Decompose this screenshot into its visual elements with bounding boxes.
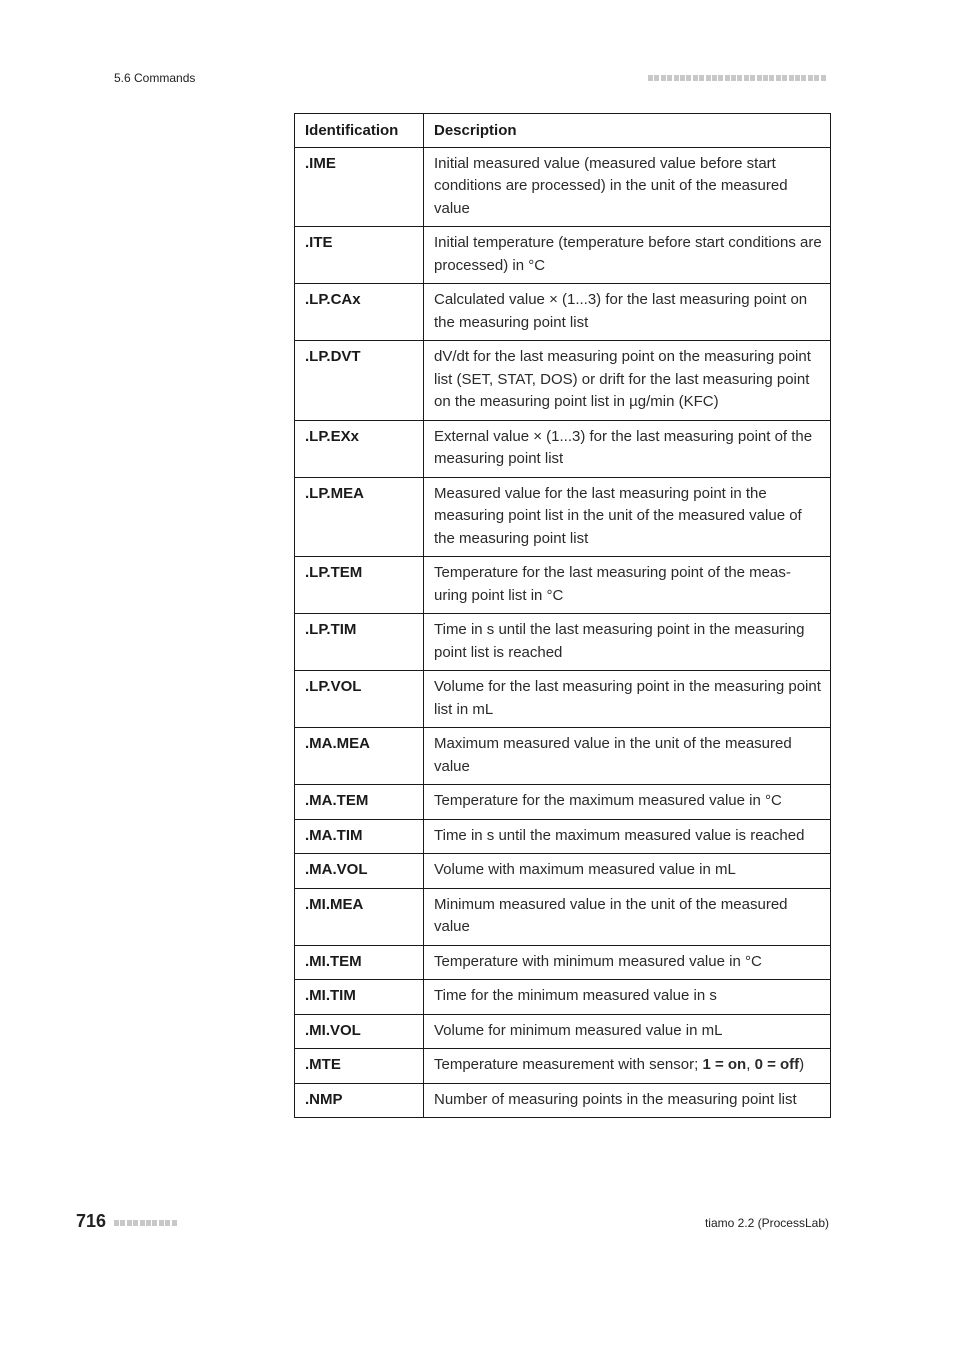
command-description: Temperature with minimum measured value in °C <box>424 945 831 980</box>
command-description <box>424 1049 831 1084</box>
decoration-dot <box>718 75 723 81</box>
command-id: .LP.CAx <box>295 284 424 341</box>
command-description: Number of measuring points in the measuring point list <box>424 1083 831 1118</box>
command-id: .MA.VOL <box>295 854 424 889</box>
decoration-dot <box>757 75 762 81</box>
page-number: 716 <box>76 1211 107 1231</box>
command-id: .ITE <box>295 227 424 284</box>
decoration-dot <box>737 75 742 81</box>
table-row <box>295 888 831 945</box>
section-header: 5.6 Commands <box>114 71 196 85</box>
decoration-dot <box>654 75 659 81</box>
decoration-dot <box>789 75 794 81</box>
decoration-dot <box>821 75 826 81</box>
command-description: Volume with maximum measured value in mL <box>424 854 831 889</box>
table-row <box>295 147 831 227</box>
command-id: .MA.TIM <box>295 819 424 854</box>
command-description: External value × (1...3) for the last measuring point of the measuring point list <box>424 420 831 477</box>
decoration-dot <box>667 75 672 81</box>
command-id: .MA.TEM <box>295 785 424 820</box>
command-description: Minimum measured value in the unit of the measured value <box>424 888 831 945</box>
column-header-identification: Identification <box>295 114 424 148</box>
command-id: .NMP <box>295 1083 424 1118</box>
decoration-dot <box>744 75 749 81</box>
commands-table <box>294 113 831 1118</box>
decoration-dot <box>769 75 774 81</box>
decoration-dot <box>693 75 698 81</box>
header-decoration-dots <box>648 75 827 81</box>
table-row <box>295 557 831 614</box>
table-row <box>295 477 831 557</box>
decoration-dot <box>648 75 653 81</box>
decoration-dot <box>120 1220 125 1226</box>
command-id: .MI.MEA <box>295 888 424 945</box>
decoration-dot <box>127 1220 132 1226</box>
decoration-dot <box>172 1220 177 1226</box>
decoration-dot <box>808 75 813 81</box>
command-description: Time in s until the maximum measured value is reached <box>424 819 831 854</box>
command-description: Temperature for the last measuring point of the meas-uring point list in °C <box>424 557 831 614</box>
column-header-description: Description <box>424 114 831 148</box>
table-row <box>295 854 831 889</box>
command-id: .LP.DVT <box>295 341 424 421</box>
decoration-dot <box>795 75 800 81</box>
decoration-dot <box>159 1220 164 1226</box>
command-description: Volume for the last measuring point in the measuring point list in mL <box>424 671 831 728</box>
decoration-dot <box>706 75 711 81</box>
table-row <box>295 341 831 421</box>
command-description: Initial temperature (temperature before start conditions are processed) in °C <box>424 227 831 284</box>
description-text: Temperature measurement with sensor; <box>434 1056 703 1073</box>
product-name: tiamo 2.2 (ProcessLab) <box>704 1216 829 1230</box>
decoration-dot <box>140 1220 145 1226</box>
table-row <box>295 945 831 980</box>
table-row <box>295 671 831 728</box>
decoration-dot <box>680 75 685 81</box>
table-row <box>295 284 831 341</box>
command-description: Volume for minimum measured value in mL <box>424 1014 831 1049</box>
table-row <box>295 980 831 1015</box>
command-id: .IME <box>295 147 424 227</box>
command-id: .MTE <box>295 1049 424 1084</box>
command-description: Measured value for the last measuring point in the measuring point list in the unit of the measured value of the measuring point list <box>424 477 831 557</box>
command-id: .LP.TEM <box>295 557 424 614</box>
decoration-dot <box>814 75 819 81</box>
decoration-dot <box>750 75 755 81</box>
command-description: Maximum measured value in the unit of the measured value <box>424 728 831 785</box>
decoration-dot <box>133 1220 138 1226</box>
decoration-dot <box>763 75 768 81</box>
command-description: Time for the minimum measured value in s <box>424 980 831 1015</box>
command-description: Calculated value × (1...3) for the last measuring point on the measuring point list <box>424 284 831 341</box>
table-row <box>295 227 831 284</box>
decoration-dot <box>782 75 787 81</box>
command-description: Time in s until the last measuring point in the measuring point list is reached <box>424 614 831 671</box>
decoration-dot <box>674 75 679 81</box>
table-row <box>295 785 831 820</box>
table-row <box>295 614 831 671</box>
decoration-dot <box>146 1220 151 1226</box>
command-id: .MI.TIM <box>295 980 424 1015</box>
table-header-row <box>295 114 831 148</box>
command-id: .LP.VOL <box>295 671 424 728</box>
decoration-dot <box>801 75 806 81</box>
footer-decoration-dots <box>114 1220 178 1226</box>
decoration-dot <box>712 75 717 81</box>
command-description: Temperature for the maximum measured value in °C <box>424 785 831 820</box>
command-description: dV/dt for the last measuring point on the measuring point list (SET, STAT, DOS) or drift for the last measuring point on the measuring point list in µg/min (KFC) <box>424 341 831 421</box>
decoration-dot <box>114 1220 119 1226</box>
command-id: .MI.VOL <box>295 1014 424 1049</box>
decoration-dot <box>731 75 736 81</box>
decoration-dot <box>686 75 691 81</box>
separator-text: , <box>746 1056 755 1073</box>
table-row <box>295 1049 831 1084</box>
decoration-dot <box>165 1220 170 1226</box>
decoration-dot <box>725 75 730 81</box>
command-id: .MA.MEA <box>295 728 424 785</box>
table-row <box>295 1083 831 1118</box>
decoration-dot <box>661 75 666 81</box>
off-value-text: 0 = off <box>754 1056 800 1073</box>
command-id: .LP.MEA <box>295 477 424 557</box>
table-row <box>295 420 831 477</box>
table-row <box>295 1014 831 1049</box>
decoration-dot <box>152 1220 157 1226</box>
table-row <box>295 819 831 854</box>
command-id: .LP.EXx <box>295 420 424 477</box>
command-description: Initial measured value (measured value before start conditions are processed) in the unit of the measured value <box>424 147 831 227</box>
decoration-dot <box>699 75 704 81</box>
table-row <box>295 728 831 785</box>
command-id: .MI.TEM <box>295 945 424 980</box>
command-id: .LP.TIM <box>295 614 424 671</box>
decoration-dot <box>776 75 781 81</box>
closing-text: ) <box>799 1056 805 1073</box>
on-value-text: 1 = on <box>702 1056 747 1073</box>
